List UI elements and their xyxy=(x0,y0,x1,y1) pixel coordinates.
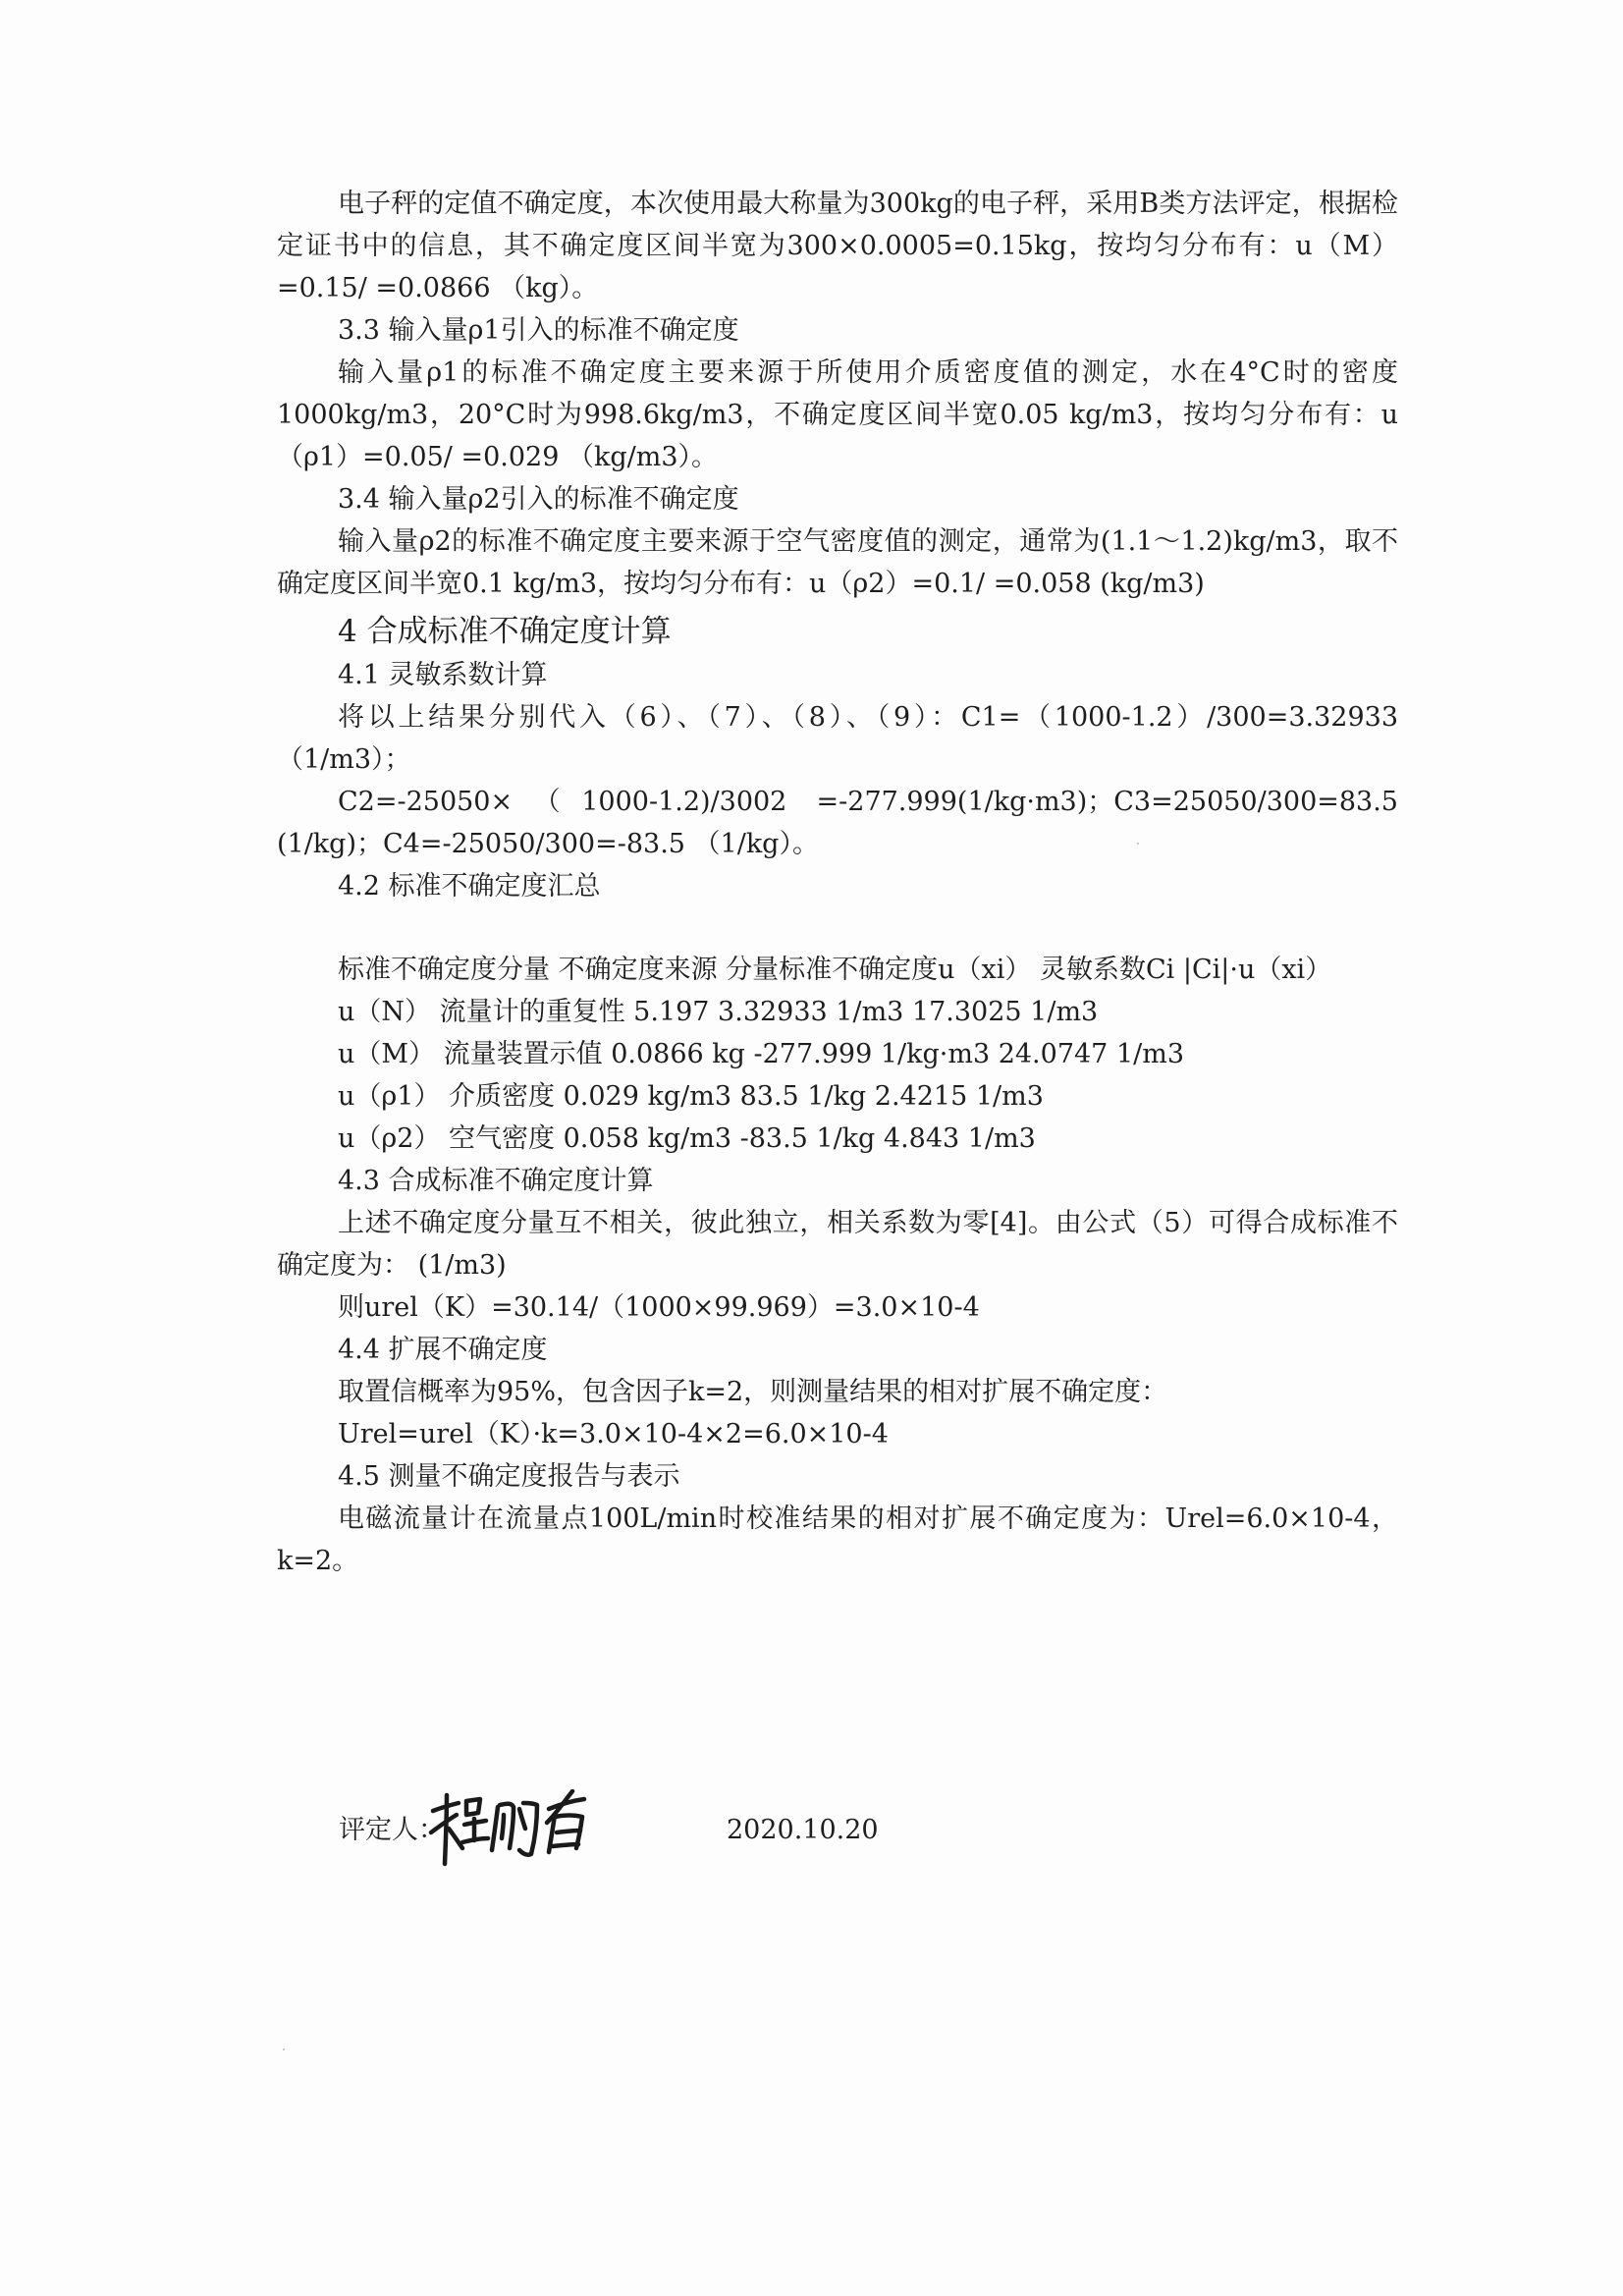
paragraph-urel: 则urel（K）=30.14/（1000×99.969）=3.0×10-4 xyxy=(338,1292,980,1323)
heading-4-4: 4.4 扩展不确定度 xyxy=(338,1335,548,1365)
heading-4-2: 4.2 标准不确定度汇总 xyxy=(338,871,601,902)
table-row: u（M） 流量装置示值 0.0866 kg -277.999 1/kg·m3 24.0747 1/m3 xyxy=(338,1039,1184,1069)
heading-4-5: 4.5 测量不确定度报告与表示 xyxy=(338,1461,680,1492)
handwritten-signature xyxy=(425,1789,612,1868)
paragraph-sensitivity-c1: 将以上结果分别代入（6）、（7）、（8）、（9）：C1=（1000-1.2）/300=3.32933（1/m3）； xyxy=(277,702,1398,775)
heading-3-4: 3.4 输入量ρ2引入的标准不确定度 xyxy=(338,484,739,515)
paragraph-rho2-uncertainty: 输入量ρ2的标准不确定度主要来源于空气密度值的测定，通常为(1.1～1.2)kg/m3，取不确定度区间半宽0.1 kg/m3，按均匀分布有：u（ρ2）=0.1/ =0.058 (kg/m3) xyxy=(277,526,1398,599)
evaluation-date: 2020.10.20 xyxy=(727,1815,879,1845)
heading-4-3: 4.3 合成标准不确定度计算 xyxy=(338,1166,654,1196)
paragraph-confidence: 取置信概率为95%，包含因子k=2，则测量结果的相对扩展不确定度： xyxy=(338,1377,1168,1407)
scan-speck xyxy=(1137,843,1139,845)
document-body xyxy=(277,183,1398,1582)
paragraph-sensitivity-c2-c4: C2=-25050×（1000-1.2)/3002 =-277.999(1/kg·m3)；C3=25050/300=83.5 (1/kg)；C4=-25050/300=-83.5 （1/kg）。 xyxy=(277,787,1398,859)
paragraph-result: 电磁流量计在流量点100L/min时校准结果的相对扩展不确定度为：Urel=6.0×10-4，k=2。 xyxy=(277,1503,1398,1576)
table-row: u（N） 流量计的重复性 5.197 3.32933 1/m3 17.3025 1/m3 xyxy=(338,997,1099,1027)
paragraph-scale-uncertainty: 电子秤的定值不确定度，本次使用最大称量为300kg的电子秤，采用B类方法评定，根据检定证书中的信息，其不确定度区间半宽为300×0.0005=0.15kg，按均匀分布有：u（M）=0.15/ =0.0866 （kg）。 xyxy=(277,189,1398,303)
table-row: u（ρ1） 介质密度 0.029 kg/m3 83.5 1/kg 2.4215 1/m3 xyxy=(338,1081,1044,1112)
table-header: 标准不确定度分量 不确定度来源 分量标准不确定度u（xi） 灵敏系数Ci |Ci|·u（xi） xyxy=(338,955,1332,985)
table-row: u（ρ2） 空气密度 0.058 kg/m3 -83.5 1/kg 4.843 1/m3 xyxy=(338,1123,1036,1154)
paragraph-expanded-urel: Urel=urel（K）·k=3.0×10-4×2=6.0×10-4 xyxy=(338,1419,889,1449)
heading-4: 4 合成标准不确定度计算 xyxy=(338,614,672,649)
paragraph-rho1-uncertainty: 输入量ρ1的标准不确定度主要来源于所使用介质密度值的测定，水在4°C时的密度1000kg/m3，20°C时为998.6kg/m3，不确定度区间半宽0.05 kg/m3，按均匀分布有：u（ρ1）=0.05/ =0.029 （kg/m3）。 xyxy=(277,357,1398,472)
paragraph-combined-uncertainty: 上述不确定度分量互不相关，彼此独立，相关系数为零[4]。由公式（5）可得合成标准不确定度为： (1/m3) xyxy=(277,1208,1398,1281)
evaluator-label: 评定人： xyxy=(339,1815,445,1845)
scan-speck xyxy=(283,2049,285,2050)
signature-block xyxy=(339,1789,947,1868)
heading-3-3: 3.3 输入量ρ1引入的标准不确定度 xyxy=(338,315,739,346)
heading-4-1: 4.1 灵敏系数计算 xyxy=(338,660,548,690)
